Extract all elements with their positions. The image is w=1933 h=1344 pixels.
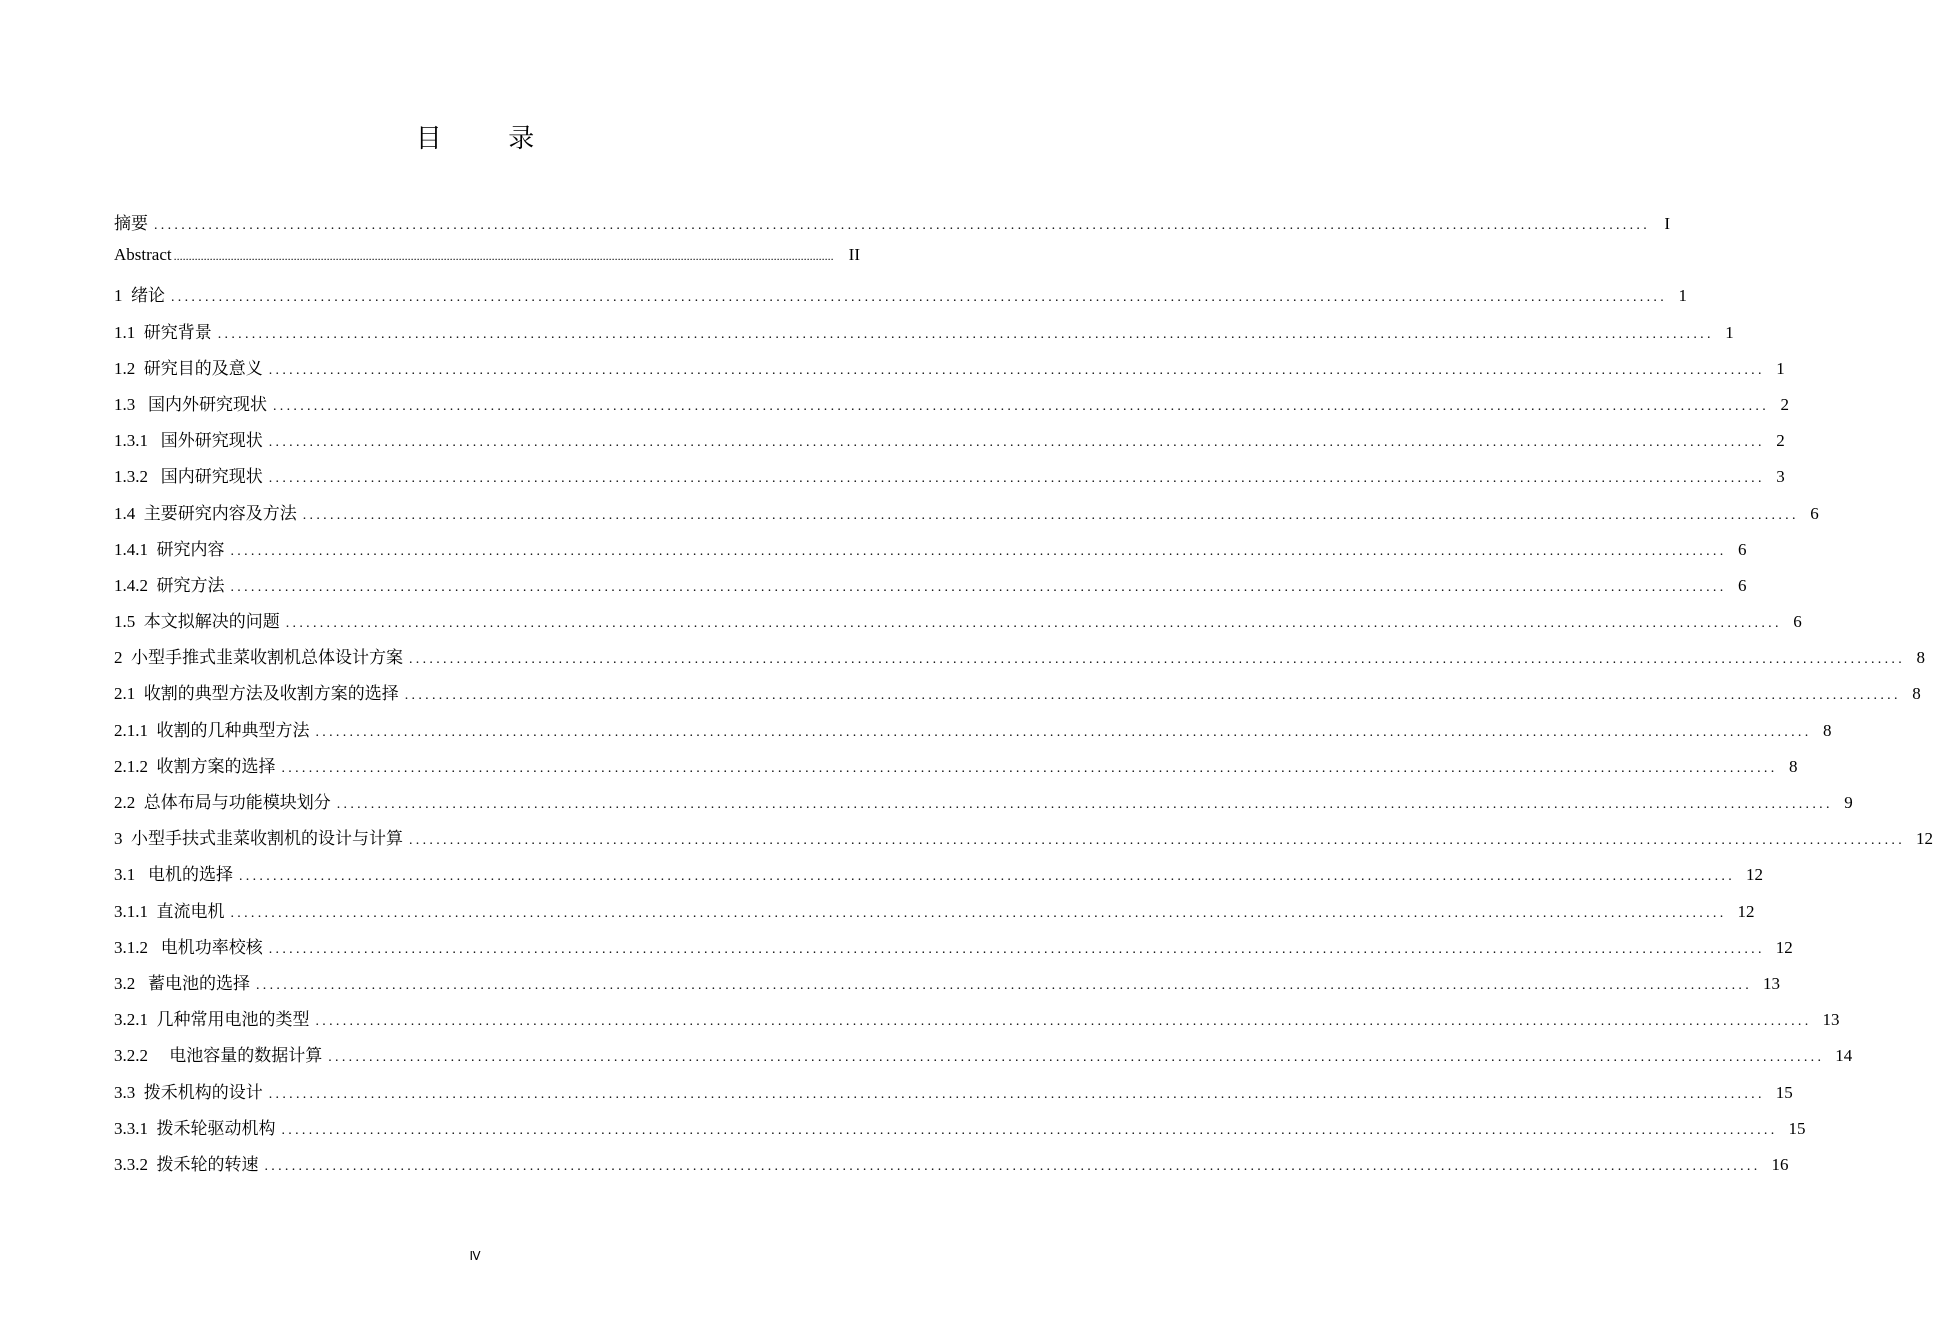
toc-entry[interactable] — [114, 426, 1785, 462]
toc-entry-page: 6 — [1793, 612, 1802, 632]
toc-entry-label: 3.2.2 电池容量的数据计算 — [114, 1046, 323, 1066]
toc-entry[interactable] — [114, 535, 1747, 571]
toc-leader-dots: ............................................................................................................................................................................................................................ — [230, 579, 1727, 595]
toc-leader-dots: ............................................................................................................................................................................................................................ — [268, 941, 1765, 957]
toc-entry-page: 6 — [1738, 539, 1747, 559]
toc-entry[interactable] — [114, 462, 1785, 498]
toc-leader-dots: ............................................................................................................................................................................................................................ — [239, 869, 1735, 885]
toc-entry-page: 2 — [1780, 394, 1789, 414]
toc-entry-page: I — [1664, 214, 1670, 233]
toc-entry-label: Abstract — [114, 245, 172, 265]
toc-leader-dots: ............................................................................................................................................................................................................................ — [273, 398, 1769, 414]
toc-entry-label: 3.3.2 拨禾轮的转速 — [114, 1154, 259, 1174]
toc-entry-label: 1.5 本文拟解决的问题 — [114, 612, 280, 632]
toc-entry-label: 2.2 总体布局与功能模块划分 — [114, 793, 331, 812]
toc-entry[interactable] — [114, 209, 1670, 245]
toc-leader-dots: ............................................................................................................................................................................................................................ — [285, 616, 1782, 632]
toc-leader-dots: ............................................................................................................................................................................................................................ — [264, 1158, 1761, 1174]
toc-entry-page: 13 — [1822, 1010, 1840, 1030]
toc-leader-dots: ............................................................................................................................................................................................................................ — [328, 1050, 1825, 1066]
toc-leader-dots: ............................................................................................................................................................................................................................ — [171, 290, 1667, 306]
toc-entry[interactable] — [114, 897, 1755, 933]
toc-leader-dots: ............................................................................................................................................................................................................................ — [256, 977, 1752, 993]
toc-entry-label: 1.3 国内外研究现状 — [114, 394, 267, 414]
toc-leader-dots: ............................................................................................................................................................................................................................ — [281, 1122, 1778, 1138]
toc-leader-dots: ............................................................................................................................................................................................................................ — [302, 507, 1799, 523]
toc-entry-label: 3.1 电机的选择 — [114, 865, 233, 885]
toc-entry-page: 15 — [1788, 1118, 1806, 1138]
toc-leader-dots: ............................................................................................................................................................................................................................ — [217, 326, 1714, 342]
toc-entry-page: 12 — [1916, 829, 1933, 849]
toc-leader-dots: ............................................................................................................................................................................................................................ — [268, 471, 1765, 487]
toc-leader-dots: ............................................................................................................................................................................................................................ — [154, 218, 1650, 233]
toc-leader-dots: ............................................................................................................................................................................................................................ — [315, 724, 1812, 740]
toc-entry-page: 3 — [1776, 467, 1785, 487]
toc-entry-label: 1.1 研究背景 — [114, 322, 212, 342]
page-number-footer: Ⅳ — [469, 1249, 481, 1263]
toc-entry-label: 3.3.1 拨禾轮驱动机构 — [114, 1118, 276, 1138]
toc-entry-label: 1.2 研究目的及意义 — [114, 358, 263, 378]
toc-entry[interactable] — [114, 245, 860, 281]
toc-leader-dots: ............................................................................................................................................................................................................................ — [268, 362, 1765, 378]
toc-leader-dots: ............................................................................................................................................................................................................................ — [315, 1014, 1812, 1030]
toc-leader-dots: ............................................................................................................................................................................................................................ — [281, 760, 1778, 776]
toc-entry-page: 1 — [1725, 322, 1734, 342]
toc-title: 目 录 — [415, 124, 565, 153]
toc-entry-label: 1 绪论 — [114, 286, 165, 306]
toc-entry-label: 3 小型手扶式韭菜收割机的设计与计算 — [114, 829, 403, 849]
toc-entry-page: 15 — [1775, 1082, 1793, 1102]
toc-entry-label: 2.1 收割的典型方法及收割方案的选择 — [114, 684, 399, 704]
toc-entry-label: 1.3.1 国外研究现状 — [114, 431, 263, 451]
toc-entry-page: 12 — [1746, 865, 1763, 885]
toc-leader-dots: ............................................................................................................................................................................................................................ — [173, 249, 834, 264]
toc-leader-dots: ............................................................................................................................................................................................................................ — [336, 797, 1833, 812]
toc-entry-page: 16 — [1771, 1154, 1789, 1174]
toc-entry[interactable] — [114, 354, 1785, 390]
toc-entry-page: 6 — [1738, 575, 1747, 595]
toc-entry[interactable] — [114, 1078, 1793, 1114]
toc-leader-dots: ............................................................................................................................................................................................................................ — [404, 688, 1901, 704]
toc-entry[interactable] — [114, 933, 1793, 969]
toc-entry-page: 9 — [1844, 793, 1853, 812]
toc-entry-label: 3.1.1 直流电机 — [114, 901, 225, 921]
toc-entry-page: 8 — [1916, 648, 1925, 668]
toc-entry[interactable] — [114, 788, 1853, 824]
toc-entry[interactable] — [114, 860, 1763, 896]
toc-entry-label: 2.1.2 收割方案的选择 — [114, 756, 276, 776]
toc-entry[interactable] — [114, 607, 1802, 643]
toc-entry-label: 摘要 — [114, 214, 148, 233]
table-of-contents — [114, 209, 1933, 1186]
toc-entry[interactable] — [114, 643, 1925, 679]
toc-entry-page: 2 — [1776, 431, 1785, 451]
toc-leader-dots: ............................................................................................................................................................................................................................ — [230, 905, 1727, 921]
toc-entry[interactable] — [114, 571, 1747, 607]
toc-entry[interactable] — [114, 318, 1734, 354]
toc-entry-page: 8 — [1789, 756, 1798, 776]
toc-entry[interactable] — [114, 824, 1933, 860]
toc-entry-label: 3.1.2 电机功率校核 — [114, 937, 263, 957]
toc-entry[interactable] — [114, 679, 1921, 715]
toc-entry[interactable] — [114, 752, 1798, 788]
toc-entry-page: 14 — [1835, 1046, 1853, 1066]
toc-entry-label: 1.3.2 国内研究现状 — [114, 467, 263, 487]
toc-entry[interactable] — [114, 281, 1687, 317]
toc-leader-dots: ............................................................................................................................................................................................................................ — [268, 435, 1765, 451]
toc-entry[interactable] — [114, 1114, 1806, 1150]
toc-entry-page: II — [848, 245, 860, 265]
toc-entry-label: 3.3 拨禾机构的设计 — [114, 1082, 263, 1102]
toc-entry[interactable] — [114, 1150, 1789, 1186]
toc-entry-page: 8 — [1823, 720, 1832, 740]
toc-leader-dots: ............................................................................................................................................................................................................................ — [409, 833, 1905, 849]
toc-entry-page: 1 — [1678, 286, 1687, 306]
toc-entry[interactable] — [114, 390, 1789, 426]
toc-entry[interactable] — [114, 499, 1819, 535]
toc-entry-page: 12 — [1737, 901, 1755, 921]
toc-entry-label: 3.2.1 几种常用电池的类型 — [114, 1010, 310, 1030]
toc-leader-dots: ............................................................................................................................................................................................................................ — [409, 652, 1905, 668]
toc-entry[interactable] — [114, 1005, 1840, 1041]
toc-entry-page: 6 — [1810, 503, 1819, 523]
toc-entry[interactable] — [114, 716, 1832, 752]
toc-entry-page: 13 — [1763, 973, 1780, 993]
toc-entry-label: 2.1.1 收割的几种典型方法 — [114, 720, 310, 740]
toc-entry-label: 1.4.1 研究内容 — [114, 539, 225, 559]
toc-entry-label: 1.4 主要研究内容及方法 — [114, 503, 297, 523]
toc-entry-label: 2 小型手推式韭菜收割机总体设计方案 — [114, 648, 403, 668]
toc-entry[interactable] — [114, 1041, 1853, 1077]
toc-entry-page: 12 — [1775, 937, 1793, 957]
toc-leader-dots: ............................................................................................................................................................................................................................ — [230, 543, 1727, 559]
toc-entry-label: 3.2 蓄电池的选择 — [114, 973, 250, 993]
toc-entry-page: 1 — [1776, 358, 1785, 378]
toc-entry-page: 8 — [1912, 684, 1921, 704]
toc-entry-label: 1.4.2 研究方法 — [114, 575, 225, 595]
toc-entry[interactable] — [114, 969, 1780, 1005]
toc-leader-dots: ............................................................................................................................................................................................................................ — [268, 1086, 1765, 1102]
